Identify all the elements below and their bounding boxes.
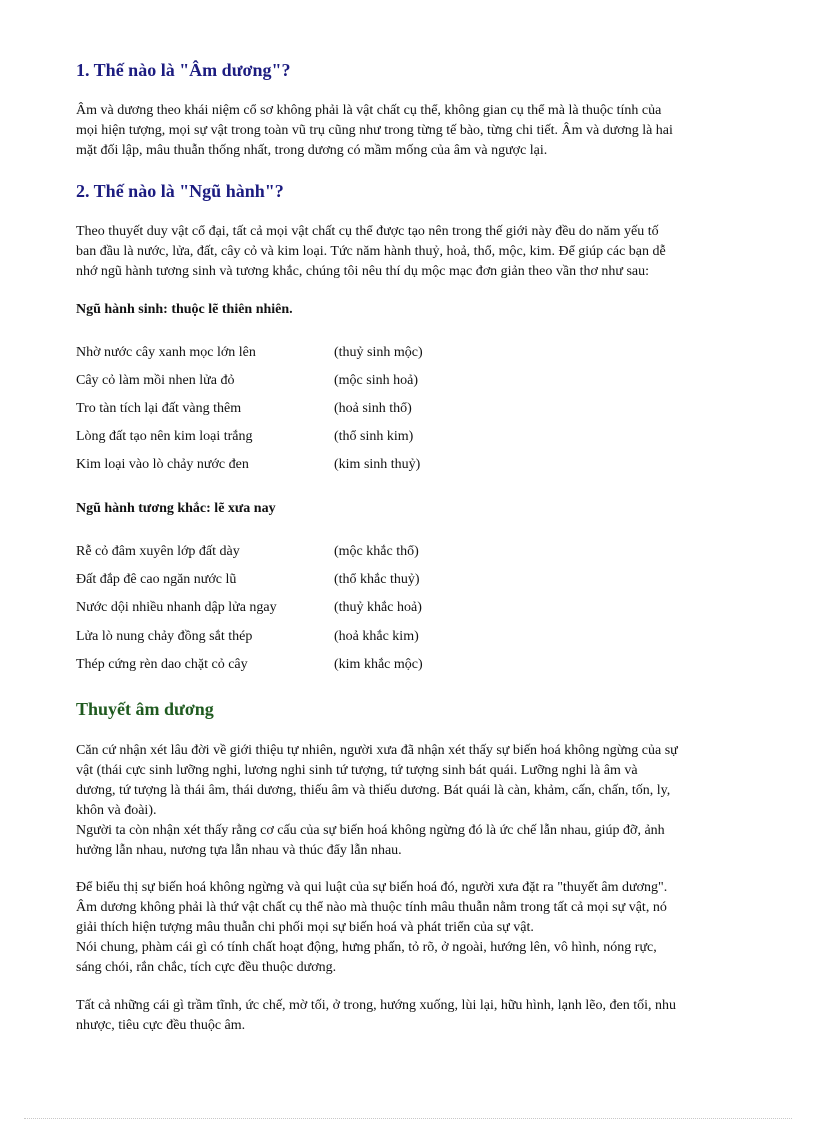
subheading-ngu-hanh-khac: Ngũ hành tương khắc: lẽ xưa nay xyxy=(76,501,276,516)
heading-am-duong: 1. Thế nào là "Âm dương"? xyxy=(76,60,291,80)
verse-note: (thuỷ khắc hoả) xyxy=(334,600,422,615)
verse-line xyxy=(76,657,423,673)
verse-line xyxy=(76,572,420,588)
para-line: mọi hiện tượng, mọi sự vật trong toàn vũ trụ cũng như trong từng tế bào, từng chi tiết. Âm và dương là hai xyxy=(76,123,673,138)
verse-text: Rễ cỏ đâm xuyên lớp đất dày xyxy=(76,544,240,559)
para-line: giải thích hiện tượng mâu thuẫn chi phối mọi sự biến hoá và phát triển của sự vật. xyxy=(76,920,534,935)
verse-line xyxy=(76,373,418,389)
verse-note: (thổ khắc thuỷ) xyxy=(334,572,420,587)
para-line: hưởng lẫn nhau, nương tựa lẫn nhau và thúc đẩy lẫn nhau. xyxy=(76,843,402,858)
paragraph-ngu-hanh xyxy=(76,222,766,282)
para-line: dương, tứ tượng là thái âm, thái dương, thiếu âm và thiếu dương. Bát quái là càn, khảm, cấn, chấn, tốn, ly, xyxy=(76,783,671,798)
para-line: Tất cả những cái gì trầm tĩnh, ức chế, mờ tối, ở trong, hướng xuống, lùi lại, hữu hình, lạnh lẽo, đen tối, nhu xyxy=(76,998,677,1013)
verse-note: (thuỷ sinh mộc) xyxy=(334,345,423,360)
page-bottom-divider xyxy=(24,1118,792,1119)
para-line: ban đầu là nước, lửa, đất, cây cỏ và kim loại. Tức năm hành thuỷ, hoả, thổ, mộc, kim. Để giúp các bạn dễ xyxy=(76,244,666,259)
para-line: Nói chung, phàm cái gì có tính chất hoạt động, hưng phấn, tỏ rõ, ở ngoài, hướng lên, vô hình, nóng rực, xyxy=(76,940,657,955)
verse-note: (mộc khắc thổ) xyxy=(334,544,419,559)
verse-text: Nước dội nhiều nhanh dập lửa ngay xyxy=(76,600,277,615)
para-line: vật (thái cực sinh lưỡng nghi, lương nghi sinh tứ tượng, tứ tượng sinh bát quái. Lưỡng nghi là âm và xyxy=(76,763,638,778)
verse-line xyxy=(76,345,423,361)
verse-text: Thép cứng rèn dao chặt cỏ cây xyxy=(76,657,248,672)
verse-line xyxy=(76,629,419,645)
verse-text: Lòng đất tạo nên kim loại trắng xyxy=(76,429,253,444)
verse-line xyxy=(76,429,413,445)
para-line: Âm và dương theo khái niệm cổ sơ không phải là vật chất cụ thể, không gian cụ thể mà là thuộc tính của xyxy=(76,103,662,118)
para-line: khôn và đoài). xyxy=(76,803,157,818)
verse-text: Kim loại vào lò chảy nước đen xyxy=(76,457,249,472)
para-line: Căn cứ nhận xét lâu đời về giới thiệu tự nhiên, người xưa đã nhận xét thấy sự biến hoá không ngừng của sự xyxy=(76,743,678,758)
verse-line xyxy=(76,401,412,417)
paragraph-thuyet-2 xyxy=(76,878,766,978)
verse-note: (kim khắc mộc) xyxy=(334,657,423,672)
verse-text: Lửa lò nung chảy đồng sắt thép xyxy=(76,629,253,644)
para-line: mặt đối lập, mâu thuẫn thống nhất, trong dương có mầm mống của âm và ngược lại. xyxy=(76,143,548,158)
para-line: nhược, tiêu cực đều thuộc âm. xyxy=(76,1018,246,1033)
verse-line xyxy=(76,544,419,560)
verse-text: Tro tàn tích lại đất vàng thêm xyxy=(76,401,242,416)
para-line: Theo thuyết duy vật cổ đại, tất cả mọi vật chất cụ thể được tạo nên trong thế giới này đều do năm yếu tố xyxy=(76,224,659,239)
verse-text: Cây cỏ làm mồi nhen lửa đỏ xyxy=(76,373,235,388)
subheading-ngu-hanh-sinh: Ngũ hành sinh: thuộc lẽ thiên nhiên. xyxy=(76,302,293,317)
verse-line xyxy=(76,457,420,473)
para-line: sáng chói, rắn chắc, tích cực đều thuộc dương. xyxy=(76,960,337,975)
paragraph-thuyet-3 xyxy=(76,996,766,1036)
verse-note: (thổ sinh kim) xyxy=(334,429,414,444)
verse-note: (hoả khắc kim) xyxy=(334,629,419,644)
heading-ngu-hanh: 2. Thế nào là "Ngũ hành"? xyxy=(76,181,284,201)
heading-thuyet-am-duong: Thuyết âm dương xyxy=(76,699,214,719)
paragraph-am-duong xyxy=(76,101,766,161)
para-line: Âm dương không phải là thứ vật chất cụ thể nào mà thuộc tính mâu thuẫn nằm trong tất cả mọi sự vật, nó xyxy=(76,900,667,915)
verse-line xyxy=(76,600,422,616)
paragraph-thuyet-1 xyxy=(76,741,766,861)
para-line: Người ta còn nhận xét thấy rằng cơ cấu của sự biến hoá không ngừng đó là ức chế lẫn nhau, giúp đỡ, ảnh xyxy=(76,823,665,838)
verse-note: (kim sinh thuỷ) xyxy=(334,457,421,472)
verse-note: (mộc sinh hoả) xyxy=(334,373,418,388)
verse-text: Đất đắp đê cao ngăn nước lũ xyxy=(76,572,237,587)
verse-note: (hoả sinh thổ) xyxy=(334,401,412,416)
verse-text: Nhờ nước cây xanh mọc lớn lên xyxy=(76,345,256,360)
para-line: nhớ ngũ hành tương sinh và tương khắc, chúng tôi nêu thí dụ mộc mạc đơn giản theo vần thơ như sau: xyxy=(76,264,650,279)
para-line: Để biểu thị sự biến hoá không ngừng và qui luật của sự biến hoá đó, người xưa đặt ra "thuyết âm dương". xyxy=(76,880,668,895)
